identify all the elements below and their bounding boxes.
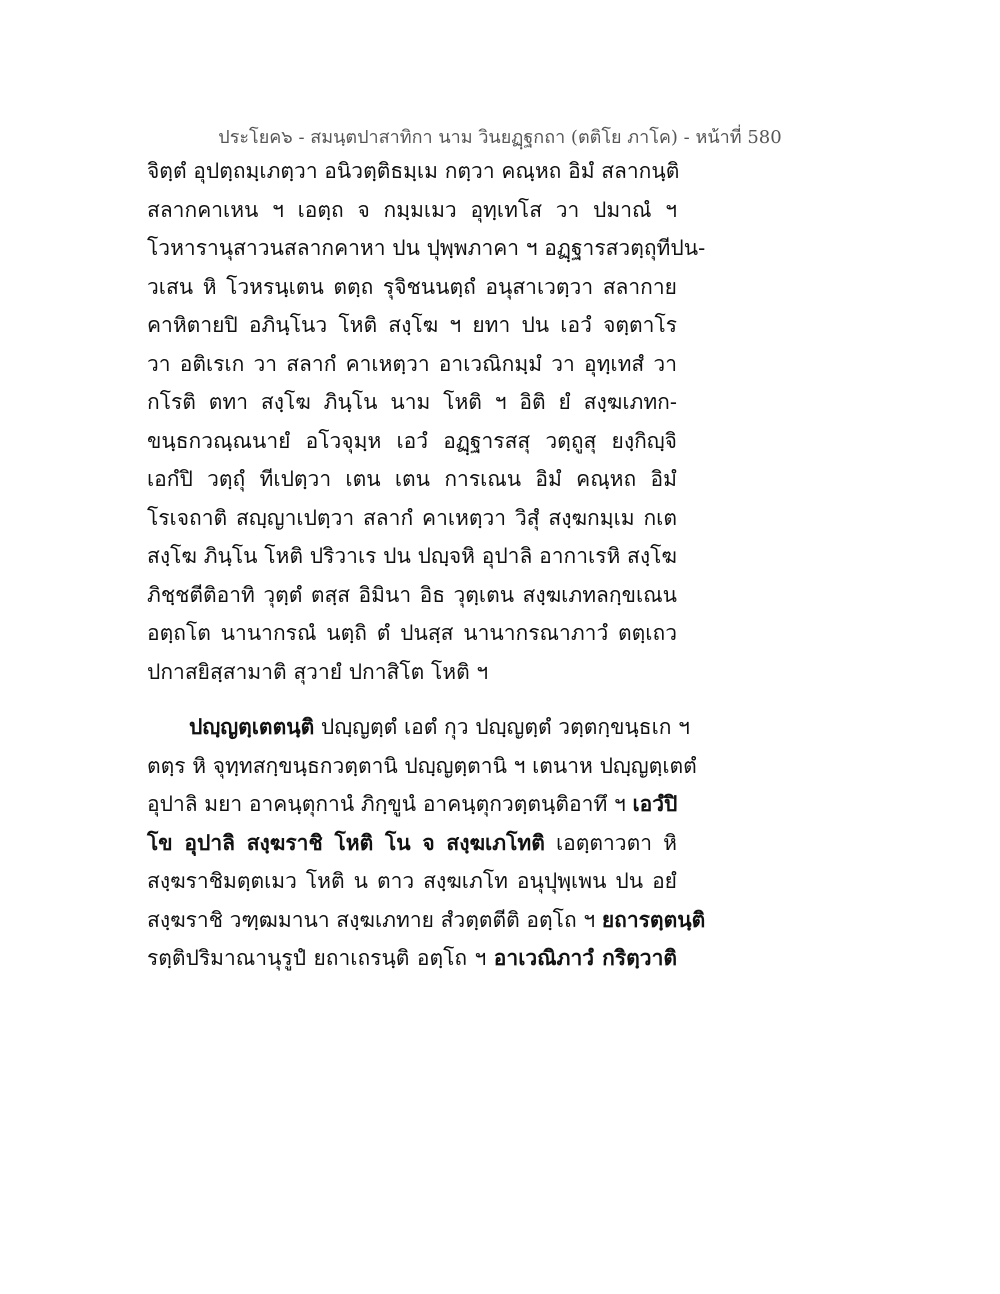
text-line bbox=[147, 708, 690, 747]
text-line: ภิชฺชตีติอาทิ วุตฺตํ ตสฺส อิมินา อิธ วุตฺเตน สงฺฆเภทลกฺขเณน bbox=[147, 582, 677, 607]
bold-term: ปญฺญตฺเตตนฺติ bbox=[189, 714, 315, 739]
text-line: จิตฺตํ อุปตฺถมฺเภตฺวา อนิวตฺติธมฺเม กตฺวา คณฺหถ อิมํ สลากนฺติ bbox=[147, 159, 680, 183]
text-line: คาหิตายปิ อภินฺโนว โหติ สงฺโฆ ฯ ยทา ปน เอวํ จตฺตาโร bbox=[147, 313, 677, 337]
text-line: สงฺฆราชิมตฺตเมว โหติ น ตาว สงฺฆเภโท อนุปุพฺเพน ปน อยํ bbox=[147, 869, 677, 893]
text-line: โวหารานุสาวนสลากคาหา ปน ปุพฺพภาคา ฯ อฏฺฐารสวตฺถุทีปน- bbox=[147, 236, 706, 260]
text-segment: เอตฺตาวตา หิ bbox=[544, 830, 677, 855]
running-header-text: ประโยค๖ - สมนฺตปาสาทิกา นาม วินยฏฺฐกถา (ตติโย ภาโค) - หน้าที่ 580 bbox=[218, 127, 782, 148]
bold-term: เอวํปิ bbox=[632, 791, 678, 816]
text-line bbox=[147, 939, 677, 978]
paragraph-1 bbox=[147, 152, 706, 691]
running-header bbox=[0, 122, 1000, 151]
text-line: ตตฺร หิ จุทฺทสกฺขนฺธกวตฺตานิ ปญฺญตฺตานิ ฯ เตนาห ปญฺญตฺเตตํ bbox=[147, 753, 697, 778]
text-line: เอกํปิ วตฺถุํ ทีเปตฺวา เตน เตน การเณน อิมํ คณฺหถ อิมํ bbox=[147, 467, 677, 491]
bold-term: อาเวณิภาวํ กริตฺวาติ bbox=[493, 945, 678, 970]
text-line bbox=[147, 901, 706, 940]
text-segment: รตฺติปริมาณานุรูปํ ยถาเถรนฺติ อตฺโถ ฯ bbox=[147, 946, 487, 970]
text-line bbox=[147, 785, 677, 824]
text-line: วเสน หิ โวหรนฺเตน ตตฺถ รุจิชนนตฺถํ อนุสาเวตฺวา สลากาย bbox=[147, 274, 677, 299]
text-line: อตฺถโต นานากรณํ นตฺถิ ตํ ปนสฺส นานากรณาภาวํ ตตฺเถว bbox=[147, 621, 677, 645]
text-line: วา อติเรเก วา สลากํ คาเหตฺวา อาเวณิกมฺมํ วา อุทฺเทสํ วา bbox=[147, 351, 677, 376]
text-line: โรเจถาติ สญฺญาเปตฺวา สลากํ คาเหตฺวา วิสุํ สงฺฆกมฺเม กเต bbox=[147, 505, 677, 530]
paragraph-2 bbox=[147, 708, 706, 978]
text-line: กโรติ ตทา สงฺโฆ ภินฺโน นาม โหติ ฯ อิติ ยํ สงฺฆเภทก- bbox=[147, 390, 677, 414]
text-line: สงฺโฆ ภินฺโน โหติ ปริวาเร ปน ปญฺจหิ อุปาลิ อากาเรหิ สงฺโฆ bbox=[147, 544, 677, 568]
bold-term: ยถารตฺตนฺติ bbox=[601, 906, 706, 932]
body-text bbox=[147, 152, 706, 978]
text-segment: อุปาลิ มยา อาคนฺตุกานํ ภิกฺขูนํ อาคนฺตุกวตฺตนฺติอาทึ ฯ bbox=[147, 792, 626, 816]
text-line: ขนฺธกวณฺณนายํ อโวจุมฺห เอวํ อฏฺฐารสสุ วตฺถูสุ ยงฺกิญฺจิ bbox=[147, 428, 677, 453]
text-line bbox=[147, 824, 677, 863]
text-segment: สงฺฆราชิ วฑฺฒมานา สงฺฆเภทาย สํวตฺตตีติ อตฺโถ ฯ bbox=[147, 907, 596, 932]
text-line: ปกาสยิสฺสามาติ สุวายํ ปกาสิโต โหติ ฯ bbox=[147, 659, 489, 684]
text-segment: ปญฺญตฺตํ เอตํ กุว ปญฺญตฺตํ วตฺตกฺขนฺธเก ฯ bbox=[314, 715, 690, 739]
text-line: สลากคาเหน ฯ เอตฺถ จ กมฺมเมว อุทฺเทโส วา ปมาณํ ฯ bbox=[147, 197, 677, 222]
bold-term: โข อุปาลิ สงฺฆราชิ โหติ โน จ สงฺฆเภโทติ bbox=[147, 829, 545, 855]
